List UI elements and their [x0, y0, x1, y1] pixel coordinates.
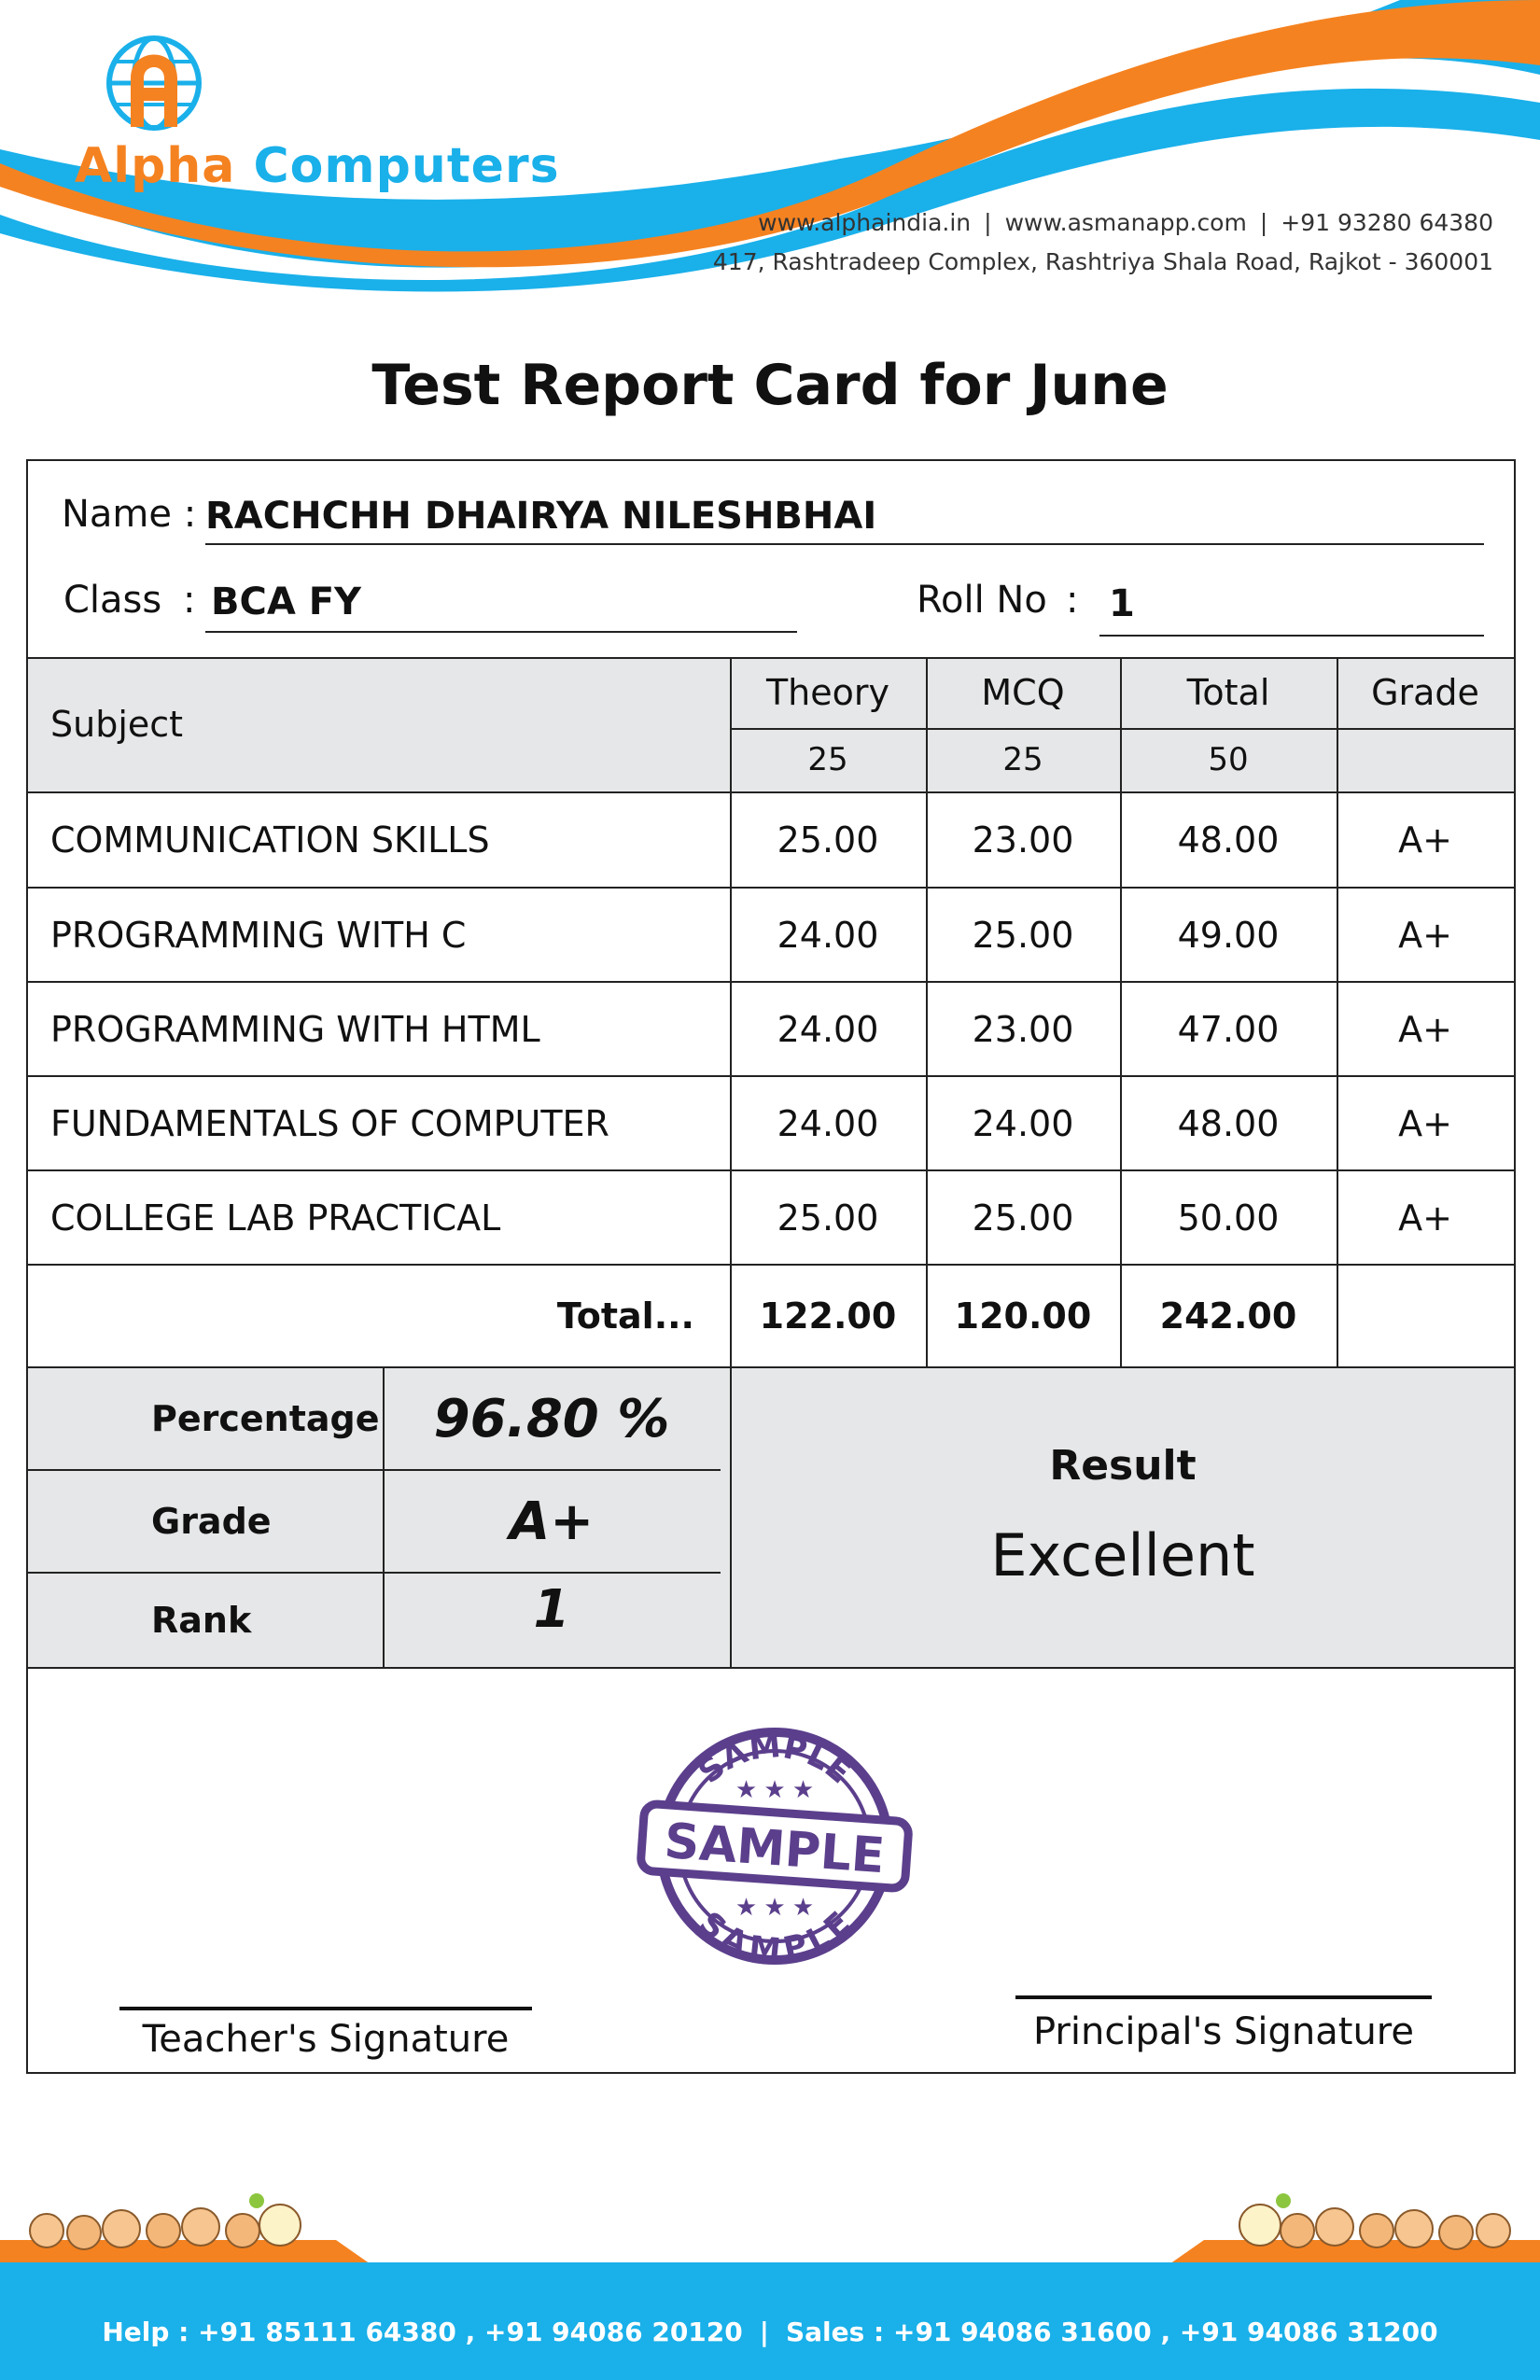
row-mcq: 23.00	[972, 1009, 1074, 1050]
student-name: RACHCHH DHAIRYA NILESHBHAI	[205, 495, 877, 538]
principal-signature-label: Principal's Signature	[1033, 2010, 1414, 2053]
roll-label: Roll No	[917, 579, 1047, 622]
rank-label: Rank	[151, 1600, 252, 1641]
brand-part1: Alpha	[75, 138, 236, 194]
row-subject: PROGRAMMING WITH HTML	[50, 1009, 540, 1050]
class-underline	[205, 631, 797, 633]
row-total: 47.00	[1177, 1009, 1280, 1050]
row-total: 49.00	[1177, 915, 1280, 956]
row-theory: 24.00	[777, 1009, 879, 1050]
footer-sales: Sales : +91 94086 31600 , +91 94086 31200	[785, 2317, 1438, 2347]
class-colon: :	[183, 579, 196, 622]
row-total: 48.00	[1177, 1103, 1280, 1144]
rank-value: 1	[533, 1578, 570, 1640]
report-card	[26, 459, 1516, 2074]
stamp-arc-top: SAMPLE	[691, 1727, 859, 1792]
roll-underline	[1099, 635, 1484, 637]
grade-value: A+	[509, 1491, 595, 1552]
header-total-max: 50	[1208, 741, 1249, 778]
globe-a-logo-icon	[105, 34, 203, 133]
header-theory: Theory	[765, 672, 890, 713]
totals-total: 242.00	[1159, 1295, 1297, 1337]
row-subject: FUNDAMENTALS OF COMPUTER	[50, 1103, 609, 1144]
header-grade: Grade	[1371, 672, 1479, 713]
row-grade: A+	[1398, 1009, 1452, 1050]
totals-mcq: 120.00	[954, 1295, 1092, 1337]
row-subject: PROGRAMMING WITH C	[50, 915, 467, 956]
class-label: Class	[63, 579, 162, 622]
header-theory-max: 25	[807, 741, 848, 778]
class-value: BCA FY	[211, 581, 362, 623]
row-mcq: 25.00	[972, 1197, 1074, 1239]
stamp-stars-bottom: ★ ★ ★	[735, 1893, 815, 1921]
row-theory: 24.00	[777, 915, 879, 956]
footer-contact: Help : +91 85111 64380 , +91 94086 20120 | Sales : +91 94086 31600 , +91 94086 31200	[102, 2317, 1438, 2347]
header-subject: Subject	[50, 704, 184, 745]
row-mcq: 24.00	[972, 1103, 1074, 1144]
roll-colon: :	[1066, 579, 1079, 622]
contact-info	[713, 203, 1493, 282]
row-mcq: 23.00	[972, 819, 1074, 861]
row-subject: COMMUNICATION SKILLS	[50, 819, 490, 861]
phone: +91 93280 64380	[1281, 209, 1493, 236]
stamp-stars-top: ★ ★ ★	[735, 1775, 815, 1803]
sample-stamp	[635, 1715, 915, 1977]
teacher-signature-label: Teacher's Signature	[142, 2018, 510, 2061]
row-subject: COLLEGE LAB PRACTICAL	[50, 1197, 501, 1239]
header-mcq: MCQ	[981, 672, 1065, 713]
footer-decoration	[0, 2193, 1540, 2268]
row-total: 48.00	[1177, 819, 1280, 861]
roll-value: 1	[1109, 582, 1135, 625]
teacher-signature-line	[119, 2007, 532, 2010]
header-mcq-max: 25	[1002, 741, 1043, 778]
result-label: Result	[1049, 1441, 1197, 1490]
row-mcq: 25.00	[972, 915, 1074, 956]
stamp-main-text: SAMPLE	[662, 1813, 887, 1885]
row-grade: A+	[1398, 819, 1452, 861]
address: 417, Rashtradeep Complex, Rashtriya Shala Road, Rajkot - 360001	[712, 248, 1493, 275]
row-theory: 25.00	[777, 819, 879, 861]
row-grade: A+	[1398, 1103, 1452, 1144]
brand-name	[75, 138, 560, 194]
name-label: Name :	[62, 493, 197, 536]
row-grade: A+	[1398, 915, 1452, 956]
contact-line1: www.alphaindia.in | www.asmanapp.com | +91 93280 64380	[758, 209, 1493, 236]
totals-theory: 122.00	[759, 1295, 897, 1337]
website2: www.asmanapp.com	[1004, 209, 1247, 236]
website1: www.alphaindia.in	[758, 209, 972, 236]
percentage-label: Percentage	[151, 1398, 380, 1439]
totals-label: Total...	[556, 1295, 694, 1337]
row-theory: 25.00	[777, 1197, 879, 1239]
percentage-value: 96.80 %	[433, 1388, 670, 1449]
brand-part2: Computers	[253, 138, 560, 194]
principal-signature-line	[1015, 1995, 1432, 1999]
stamp-arc-bottom: SAMPLE	[691, 1904, 859, 1970]
row-grade: A+	[1398, 1197, 1452, 1239]
row-total: 50.00	[1177, 1197, 1280, 1239]
name-underline	[205, 543, 1484, 545]
header-total: Total	[1186, 672, 1270, 713]
page-title: Test Report Card for June	[371, 353, 1169, 418]
result-value: Excellent	[990, 1520, 1255, 1589]
footer-help: Help : +91 85111 64380 , +91 94086 20120	[102, 2317, 743, 2347]
grade-label: Grade	[151, 1501, 272, 1542]
row-theory: 24.00	[777, 1103, 879, 1144]
